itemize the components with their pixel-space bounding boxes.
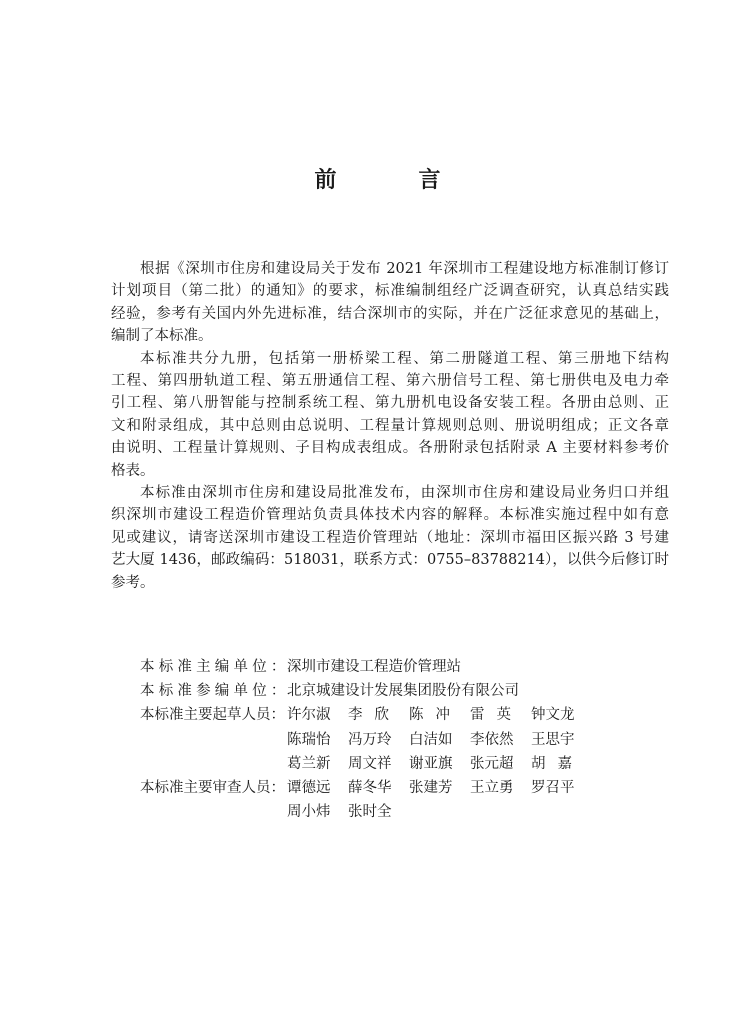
chief-editor-label: 本标准主编单位： xyxy=(140,659,290,675)
role-spacer xyxy=(140,728,287,752)
person-name: 薛冬华 xyxy=(348,780,392,797)
reviewers-names xyxy=(287,776,592,800)
text-line: 参考。 xyxy=(111,574,155,591)
page-title: 前 言 xyxy=(314,168,471,193)
reviewers-row xyxy=(140,800,600,824)
co-editor-row xyxy=(140,679,600,703)
drafters-names xyxy=(287,752,592,776)
text-line: 计划项目（第二批）的通知》的要求，标准编制组经广泛调查研究，认真总结实践 xyxy=(111,283,669,300)
text-line: 格表。 xyxy=(111,462,155,479)
text-line: 织深圳市建设工程造价管理站负责具体技术内容的解释。本标准实施过程中如有意 xyxy=(111,507,669,524)
drafters-row xyxy=(140,703,600,727)
role-spacer xyxy=(140,800,287,824)
text-line: 本标准共分九册，包括第一册桥梁工程、第二册隧道工程、第三册地下结构 xyxy=(140,350,669,367)
person-name: 谭德远 xyxy=(287,780,331,797)
drafters-label: 本标准主要起草人员： xyxy=(140,707,285,724)
text-line: 文和附录组成，其中总则由总说明、工程量计算规则总则、册说明组成；正文各章 xyxy=(111,417,669,434)
person-name: 李欣 xyxy=(348,707,401,724)
person-name: 陈瑞怡 xyxy=(287,731,331,748)
role-spacer xyxy=(140,752,287,776)
drafters-names xyxy=(287,728,592,752)
text-line: 见或建议，请寄送深圳市建设工程造价管理站（地址：深圳市福田区振兴路 3 号建 xyxy=(111,529,669,546)
person-name: 许尔淑 xyxy=(287,707,331,724)
person-name: 张元超 xyxy=(470,755,514,772)
drafters-row xyxy=(140,752,600,776)
person-name: 罗召平 xyxy=(531,780,575,797)
drafters-names xyxy=(287,703,592,727)
person-name: 张建芳 xyxy=(409,780,453,797)
contributors-list xyxy=(140,655,600,824)
co-editor-label: 本标准参编单位： xyxy=(140,683,290,700)
person-name: 白洁如 xyxy=(409,731,453,748)
text-line: 本标准由深圳市住房和建设局批准发布，由深圳市住房和建设局业务归口并组 xyxy=(140,485,669,502)
person-name: 周小炜 xyxy=(287,804,331,821)
person-name: 钟文龙 xyxy=(531,707,575,724)
person-name: 王立勇 xyxy=(470,780,514,797)
person-name: 周文祥 xyxy=(348,755,392,772)
person-name: 张时全 xyxy=(348,804,392,821)
person-name: 冯万玲 xyxy=(348,731,392,748)
text-line: 经验，参考有关国内外先进标准，结合深圳市的实际，并在广泛征求意见的基础上， xyxy=(111,305,669,322)
text-line: 工程、第四册轨道工程、第五册通信工程、第六册信号工程、第七册供电及电力牵 xyxy=(111,373,669,390)
paragraph-3 xyxy=(111,482,669,594)
reviewers-names xyxy=(287,800,409,824)
person-name: 葛兰新 xyxy=(287,755,331,772)
paragraph-1 xyxy=(111,258,669,348)
text-line: 编制了本标准。 xyxy=(111,328,213,345)
person-name: 雷英 xyxy=(470,707,523,724)
co-editor-value: 北京城建设计发展集团股份有限公司 xyxy=(287,683,519,700)
text-line: 由说明、工程量计算规则、子目构成表组成。各册附录包括附录 A 主要材料参考价 xyxy=(111,440,669,457)
paragraph-2 xyxy=(111,348,669,482)
chief-editor-value: 深圳市建设工程造价管理站 xyxy=(287,659,461,675)
text-line: 根据《深圳市住房和建设局关于发布 2021 年深圳市工程建设地方标准制订修订 xyxy=(140,261,669,277)
reviewers-label: 本标准主要审查人员： xyxy=(140,780,285,797)
person-name: 陈冲 xyxy=(409,707,462,724)
person-name: 胡嘉 xyxy=(531,755,584,772)
person-name: 谢亚旗 xyxy=(409,755,453,772)
reviewers-row xyxy=(140,776,600,800)
person-name: 王思宇 xyxy=(531,731,575,748)
text-line: 引工程、第八册智能与控制系统工程、第九册机电设备安装工程。各册由总则、正 xyxy=(111,395,669,412)
person-name: 李依然 xyxy=(470,731,514,748)
drafters-row xyxy=(140,728,600,752)
text-line: 艺大厦 1436，邮政编码：518031，联系方式：0755–83788214），以供今后修订时 xyxy=(111,552,669,569)
chief-editor-row xyxy=(140,655,600,679)
preface-body xyxy=(111,258,669,594)
